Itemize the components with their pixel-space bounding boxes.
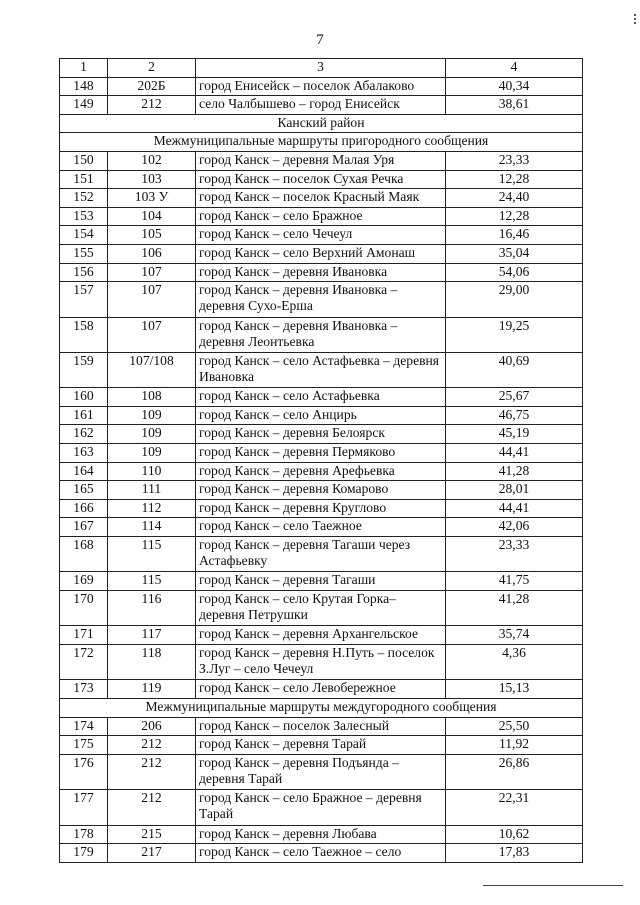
table-row bbox=[60, 499, 583, 518]
section-title: Канский район bbox=[60, 114, 583, 133]
row-number: 152 bbox=[60, 189, 108, 208]
route-description: город Канск – поселок Красный Маяк bbox=[196, 189, 446, 208]
row-number: 173 bbox=[60, 680, 108, 699]
route-distance: 25,67 bbox=[446, 388, 583, 407]
route-distance: 19,25 bbox=[446, 317, 583, 352]
route-description: село Чалбышево – город Енисейск bbox=[196, 96, 446, 115]
route-distance: 35,74 bbox=[446, 626, 583, 645]
route-number: 115 bbox=[108, 537, 196, 572]
route-distance: 41,75 bbox=[446, 572, 583, 591]
row-number: 156 bbox=[60, 263, 108, 282]
table-row bbox=[60, 189, 583, 208]
route-distance: 12,28 bbox=[446, 170, 583, 189]
row-number: 148 bbox=[60, 77, 108, 96]
route-distance: 25,50 bbox=[446, 717, 583, 736]
route-description: город Канск – деревня Ивановка bbox=[196, 263, 446, 282]
route-distance: 10,62 bbox=[446, 825, 583, 844]
table-row bbox=[60, 244, 583, 263]
route-number: 105 bbox=[108, 226, 196, 245]
route-distance: 35,04 bbox=[446, 244, 583, 263]
row-number: 177 bbox=[60, 790, 108, 825]
route-number: 212 bbox=[108, 754, 196, 789]
routes-table bbox=[59, 58, 583, 863]
table-row bbox=[60, 626, 583, 645]
table-row bbox=[60, 444, 583, 463]
route-distance: 44,41 bbox=[446, 444, 583, 463]
route-number: 109 bbox=[108, 406, 196, 425]
route-description: город Канск – деревня Ивановка – деревня Сухо-Ерша bbox=[196, 282, 446, 317]
route-description: город Канск – село Астафьевка – деревня Ивановка bbox=[196, 352, 446, 387]
route-distance: 45,19 bbox=[446, 425, 583, 444]
route-distance: 12,28 bbox=[446, 207, 583, 226]
route-number: 112 bbox=[108, 499, 196, 518]
row-number: 172 bbox=[60, 645, 108, 680]
row-number: 167 bbox=[60, 518, 108, 537]
route-distance: 11,92 bbox=[446, 736, 583, 755]
route-distance: 38,61 bbox=[446, 96, 583, 115]
table-row bbox=[60, 170, 583, 189]
table-row bbox=[60, 754, 583, 789]
section-row bbox=[60, 133, 583, 152]
route-distance: 54,06 bbox=[446, 263, 583, 282]
route-description: город Канск – деревня Круглово bbox=[196, 499, 446, 518]
route-description: город Канск – деревня Тагаши bbox=[196, 572, 446, 591]
route-number: 107 bbox=[108, 282, 196, 317]
route-number: 117 bbox=[108, 626, 196, 645]
table-row bbox=[60, 537, 583, 572]
table-row bbox=[60, 425, 583, 444]
table-row bbox=[60, 790, 583, 825]
route-number: 118 bbox=[108, 645, 196, 680]
table-row bbox=[60, 96, 583, 115]
route-description: город Канск – деревня Арефьевка bbox=[196, 462, 446, 481]
route-description: город Канск – деревня Любава bbox=[196, 825, 446, 844]
row-number: 166 bbox=[60, 499, 108, 518]
route-number: 107 bbox=[108, 317, 196, 352]
route-number: 212 bbox=[108, 96, 196, 115]
table-row bbox=[60, 406, 583, 425]
section-title: Межмуниципальные маршруты пригородного сообщения bbox=[60, 133, 583, 152]
route-distance: 42,06 bbox=[446, 518, 583, 537]
route-number: 109 bbox=[108, 425, 196, 444]
row-number: 179 bbox=[60, 844, 108, 863]
route-description: город Канск – поселок Залесный bbox=[196, 717, 446, 736]
route-distance: 17,83 bbox=[446, 844, 583, 863]
route-number: 108 bbox=[108, 388, 196, 407]
route-description: город Канск – деревня Пермяково bbox=[196, 444, 446, 463]
route-description: город Канск – деревня Ивановка – деревня Леонтьевка bbox=[196, 317, 446, 352]
row-number: 164 bbox=[60, 462, 108, 481]
route-number: 107 bbox=[108, 263, 196, 282]
row-number: 165 bbox=[60, 481, 108, 500]
route-number: 119 bbox=[108, 680, 196, 699]
row-number: 171 bbox=[60, 626, 108, 645]
row-number: 158 bbox=[60, 317, 108, 352]
route-number: 109 bbox=[108, 444, 196, 463]
row-number: 169 bbox=[60, 572, 108, 591]
row-number: 151 bbox=[60, 170, 108, 189]
table-row bbox=[60, 226, 583, 245]
table-row bbox=[60, 481, 583, 500]
route-number: 107/108 bbox=[108, 352, 196, 387]
route-description: город Канск – деревня Белоярск bbox=[196, 425, 446, 444]
footer-line bbox=[483, 885, 623, 886]
route-description: город Канск – село Таежное – село bbox=[196, 844, 446, 863]
route-description: город Канск – деревня Малая Уря bbox=[196, 151, 446, 170]
row-number: 159 bbox=[60, 352, 108, 387]
route-number: 110 bbox=[108, 462, 196, 481]
table-row bbox=[60, 282, 583, 317]
route-number: 103 У bbox=[108, 189, 196, 208]
header-col-4: 4 bbox=[446, 59, 583, 78]
route-number: 215 bbox=[108, 825, 196, 844]
route-number: 116 bbox=[108, 591, 196, 626]
route-number: 106 bbox=[108, 244, 196, 263]
route-number: 114 bbox=[108, 518, 196, 537]
route-distance: 22,31 bbox=[446, 790, 583, 825]
route-distance: 41,28 bbox=[446, 591, 583, 626]
route-number: 111 bbox=[108, 481, 196, 500]
row-number: 174 bbox=[60, 717, 108, 736]
route-description: город Канск – деревня Комарово bbox=[196, 481, 446, 500]
routes-table-body bbox=[60, 59, 583, 863]
route-description: город Канск – поселок Сухая Речка bbox=[196, 170, 446, 189]
route-number: 212 bbox=[108, 790, 196, 825]
scan-edge-mark bbox=[634, 14, 638, 24]
route-distance: 46,75 bbox=[446, 406, 583, 425]
route-number: 104 bbox=[108, 207, 196, 226]
route-distance: 41,28 bbox=[446, 462, 583, 481]
route-distance: 44,41 bbox=[446, 499, 583, 518]
section-row bbox=[60, 699, 583, 718]
route-number: 206 bbox=[108, 717, 196, 736]
route-description: город Канск – село Левобережное bbox=[196, 680, 446, 699]
table-row bbox=[60, 572, 583, 591]
row-number: 176 bbox=[60, 754, 108, 789]
row-number: 163 bbox=[60, 444, 108, 463]
route-distance: 26,86 bbox=[446, 754, 583, 789]
route-distance: 24,40 bbox=[446, 189, 583, 208]
route-description: город Канск – деревня Архангельское bbox=[196, 626, 446, 645]
table-row bbox=[60, 388, 583, 407]
route-description: город Канск – село Бражное – деревня Тарай bbox=[196, 790, 446, 825]
row-number: 155 bbox=[60, 244, 108, 263]
route-number: 212 bbox=[108, 736, 196, 755]
table-row bbox=[60, 518, 583, 537]
table-row bbox=[60, 77, 583, 96]
row-number: 149 bbox=[60, 96, 108, 115]
route-number: 217 bbox=[108, 844, 196, 863]
route-number: 115 bbox=[108, 572, 196, 591]
row-number: 153 bbox=[60, 207, 108, 226]
row-number: 161 bbox=[60, 406, 108, 425]
route-distance: 15,13 bbox=[446, 680, 583, 699]
row-number: 178 bbox=[60, 825, 108, 844]
route-description: город Канск – деревня Н.Путь – поселок З.Луг – село Чечеул bbox=[196, 645, 446, 680]
route-description: город Канск – село Анцирь bbox=[196, 406, 446, 425]
table-row bbox=[60, 736, 583, 755]
row-number: 170 bbox=[60, 591, 108, 626]
row-number: 150 bbox=[60, 151, 108, 170]
route-number: 103 bbox=[108, 170, 196, 189]
route-description: город Канск – село Чечеул bbox=[196, 226, 446, 245]
row-number: 157 bbox=[60, 282, 108, 317]
section-row bbox=[60, 114, 583, 133]
table-row bbox=[60, 207, 583, 226]
route-distance: 16,46 bbox=[446, 226, 583, 245]
row-number: 160 bbox=[60, 388, 108, 407]
route-distance: 23,33 bbox=[446, 151, 583, 170]
table-row bbox=[60, 151, 583, 170]
section-title: Межмуниципальные маршруты междугородного сообщения bbox=[60, 699, 583, 718]
route-description: город Канск – деревня Подъянда – деревня Тарай bbox=[196, 754, 446, 789]
table-row bbox=[60, 317, 583, 352]
table-row bbox=[60, 462, 583, 481]
route-description: город Канск – село Бражное bbox=[196, 207, 446, 226]
table-row bbox=[60, 352, 583, 387]
row-number: 168 bbox=[60, 537, 108, 572]
table-row bbox=[60, 263, 583, 282]
route-distance: 29,00 bbox=[446, 282, 583, 317]
route-distance: 40,34 bbox=[446, 77, 583, 96]
route-distance: 40,69 bbox=[446, 352, 583, 387]
route-distance: 23,33 bbox=[446, 537, 583, 572]
table-row bbox=[60, 825, 583, 844]
table-row bbox=[60, 844, 583, 863]
route-description: город Канск – деревня Тагаши через Астафьевку bbox=[196, 537, 446, 572]
row-number: 154 bbox=[60, 226, 108, 245]
route-description: город Енисейск – поселок Абалаково bbox=[196, 77, 446, 96]
route-description: город Канск – село Верхний Амонаш bbox=[196, 244, 446, 263]
row-number: 175 bbox=[60, 736, 108, 755]
route-description: город Канск – село Таежное bbox=[196, 518, 446, 537]
route-number: 202Б bbox=[108, 77, 196, 96]
route-description: город Канск – село Крутая Горка– деревня Петрушки bbox=[196, 591, 446, 626]
table-row bbox=[60, 645, 583, 680]
route-description: город Канск – село Астафьевка bbox=[196, 388, 446, 407]
header-col-1: 1 bbox=[60, 59, 108, 78]
route-description: город Канск – деревня Тарай bbox=[196, 736, 446, 755]
route-number: 102 bbox=[108, 151, 196, 170]
route-distance: 4,36 bbox=[446, 645, 583, 680]
table-row bbox=[60, 717, 583, 736]
table-row bbox=[60, 591, 583, 626]
header-col-3: 3 bbox=[196, 59, 446, 78]
page-number: 7 bbox=[316, 32, 324, 48]
table-header-row bbox=[60, 59, 583, 78]
table-row bbox=[60, 680, 583, 699]
route-distance: 28,01 bbox=[446, 481, 583, 500]
header-col-2: 2 bbox=[108, 59, 196, 78]
row-number: 162 bbox=[60, 425, 108, 444]
